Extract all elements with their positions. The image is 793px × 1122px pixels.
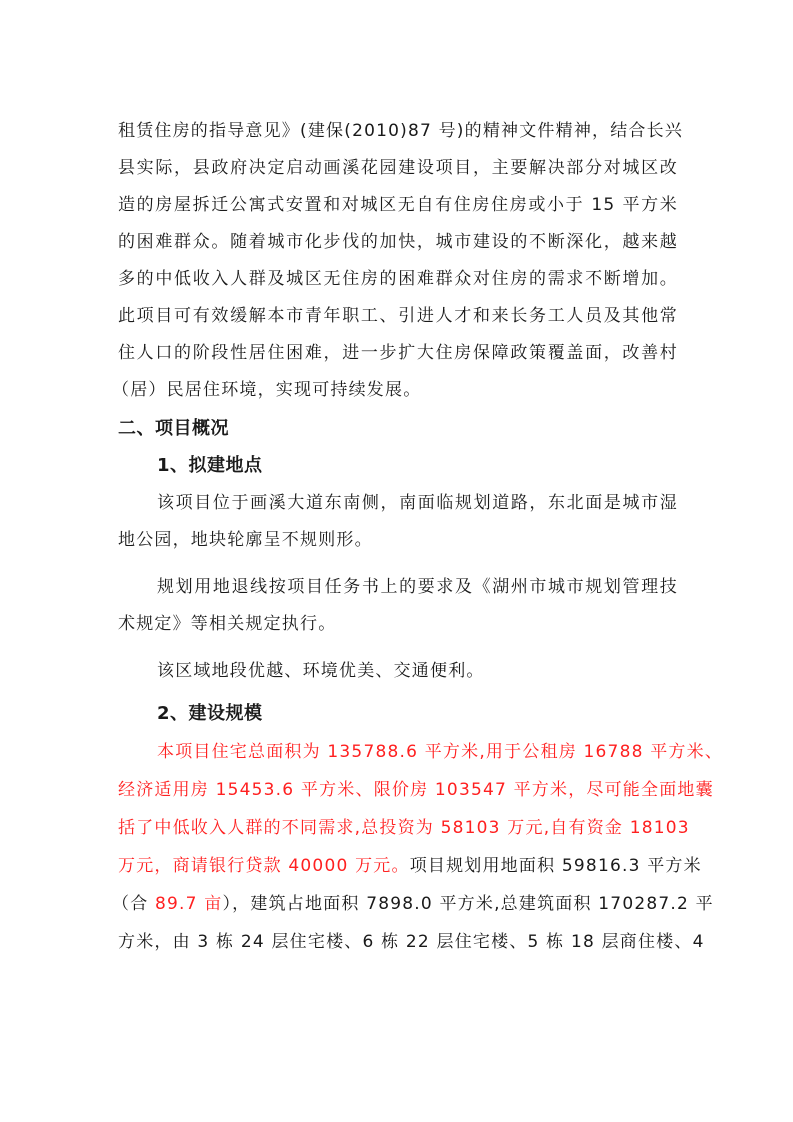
location-line-1: 该项目位于画溪大道东南侧，南面临规划道路，东北面是城市湿 xyxy=(157,493,678,513)
intro-line-2: 县实际，县政府决定启动画溪花园建设项目，主要解决部分对城区改 xyxy=(118,158,678,178)
section-heading: 二、项目概况 xyxy=(118,418,229,439)
scale-line-2: 经济适用房 15453.6 平方米、限价房 103547 平方米，尽可能全面地囊 xyxy=(118,780,714,800)
intro-line-6: 此项目可有效缓解本市青年职工、引进人才和来长务工人员及其他常 xyxy=(118,306,678,326)
scale-line-6: 方米，由 3 栋 24 层住宅楼、6 栋 22 层住宅楼、5 栋 18 层商住楼、4 xyxy=(118,932,705,952)
mu-value: 89.7 亩 xyxy=(155,894,223,914)
scale-line-4 xyxy=(118,855,702,877)
intro-line-4: 的困难群众。随着城市化步伐的加快，城市建设的不断深化，越来越 xyxy=(118,232,678,252)
area-advantage-line: 该区域地段优越、环境优美、交通便利。 xyxy=(157,661,485,681)
scale-line-5 xyxy=(112,893,714,915)
setback-line-1: 规划用地退线按项目任务书上的要求及《湖州市城市规划管理技 xyxy=(157,577,678,597)
building-area-text: ），建筑占地面积 7898.0 平方米,总建筑面积 170287.2 平 xyxy=(222,894,714,914)
land-area-text: 项目规划用地面积 59816.3 平方米 xyxy=(409,856,702,876)
setback-line-2: 术规定》等相关规定执行。 xyxy=(118,614,337,634)
intro-line-3: 造的房屋拆迁公寓式安置和对城区无自有住房住房或小于 15 平方米 xyxy=(118,195,678,215)
subsection-heading-location: 1、拟建地点 xyxy=(157,455,263,476)
mu-prefix: （合 xyxy=(112,894,156,914)
intro-line-7: 住人口的阶段性居住困难，进一步扩大住房保障政策覆盖面，改善村 xyxy=(118,343,678,363)
intro-line-8: （居）民居住环境，实现可持续发展。 xyxy=(112,380,422,400)
subsection-heading-scale: 2、建设规模 xyxy=(157,703,263,724)
intro-line-5: 多的中低收入人群及城区无住房的困难群众对住房的需求不断增加。 xyxy=(118,269,678,289)
scale-line-1: 本项目住宅总面积为 135788.6 平方米,用于公租房 16788 平方米、 xyxy=(157,742,724,762)
intro-line-1: 租赁住房的指导意见》(建保(2010)87 号)的精神文件精神，结合长兴 xyxy=(118,121,684,141)
location-line-2: 地公园，地块轮廓呈不规则形。 xyxy=(118,530,373,550)
scale-line-3: 括了中低收入人群的不同需求,总投资为 58103 万元,自有资金 18103 xyxy=(118,818,690,838)
loan-text: 万元，商请银行贷款 40000 万元。 xyxy=(118,856,410,876)
